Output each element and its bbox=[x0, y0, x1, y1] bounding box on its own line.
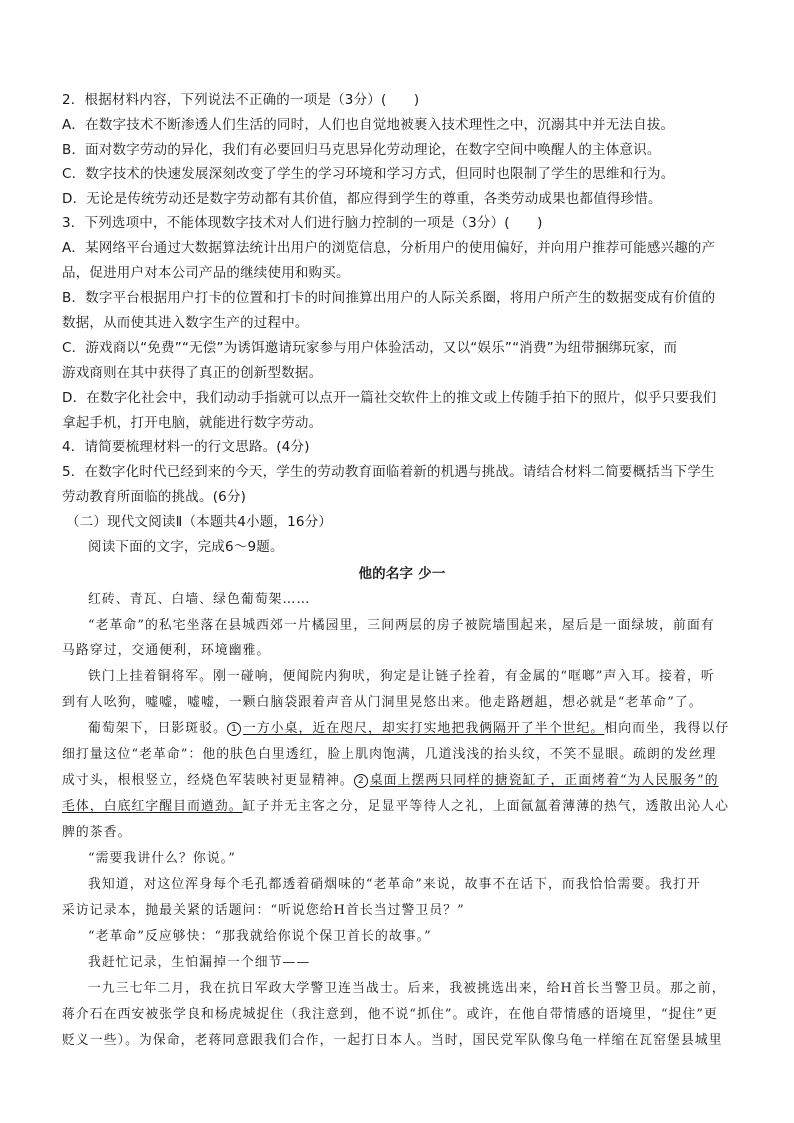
section-instruction: 阅读下面的文字，完成6～9题。 bbox=[88, 539, 284, 555]
underlined-sentence-2-cont: 毛体，白底红字醒目而遒劲。 bbox=[62, 799, 243, 814]
story-paragraph-cont: 细打量这位“老革命”：他的肤色白里透红，脸上肌肉饱满，几道浅浅的抬头纹，不笑不显眼。疏朗的发丝理 bbox=[62, 747, 717, 762]
story-paragraph-cont: 采访记录本，抛最关紧的话题问：“听说您给H首长当过警卫员？” bbox=[62, 903, 465, 918]
question-4: 4．请简要梳理材料一的行文思路。(4分) bbox=[62, 439, 310, 455]
question-2-stem: 2．根据材料内容，下列说法不正确的一项是（3分）( ) bbox=[62, 92, 420, 108]
question-2-option-d: D．无论是传统劳动还是数字劳动都有其价值，都应得到学生的尊重，各类劳动成果也都值得珍惜。 bbox=[62, 191, 662, 207]
story-paragraph: 我知道，对这位浑身每个毛孔都透着硝烟味的“老革命”来说，故事不在话下，而我恰恰需要。我打开 bbox=[88, 877, 701, 892]
story-paragraph: 一九三七年二月，我在抗日军政大学警卫连当战士。后来，我被挑选出来，给H首长当警卫员。那之前， bbox=[88, 981, 726, 996]
story-paragraph: “老革命”反应够快：“那我就给你说个保卫首长的故事。” bbox=[88, 929, 432, 944]
story-text: 葡萄架下，日影斑驳。 bbox=[88, 721, 227, 736]
question-2-option-b: B．面对数字劳动的异化，我们有必要回归马克思异化劳动理论，在数字空间中唤醒人的主体意识。 bbox=[62, 142, 661, 158]
question-3-option-c-cont: 游戏商则在其中获得了真正的创新型数据。 bbox=[62, 365, 323, 381]
story-paragraph-cont: 贬义一些）。为保命，老蒋同意跟我们合作，一起打日本人。当时，国民党军队像乌龟一样缩在瓦窑堡县城里 bbox=[62, 1033, 723, 1048]
story-paragraph: 我赶忙记录，生怕漏掉一个细节—— bbox=[88, 955, 311, 970]
question-2-option-c: C．数字技术的快速发展深刻改变了学生的学习环境和学习方式，但同时也限制了学生的思维和行为。 bbox=[62, 166, 675, 182]
question-3-option-a: A．某网络平台通过大数据算法统计出用户的浏览信息，分析用户的使用偏好，并向用户推荐可能感兴趣的产 bbox=[62, 240, 716, 256]
question-3-option-b-cont: 数据，从而使其进入数字生产的过程中。 bbox=[62, 315, 309, 331]
question-3-option-d: D．在数字化社会中，我们动动手指就可以点开一篇社交软件上的推文或上传随手拍下的照片，似乎只要我们 bbox=[62, 390, 717, 406]
story-text: 成寸头，根根竖立，经烧色军装映衬更显精神。 bbox=[62, 773, 354, 788]
story-paragraph-cont: 到有人吆狗，嘘嘘，嘘嘘，一颗白脑袋跟着声音从门洞里晃悠出来。他走路趔趄，想必就是“老革命”了。 bbox=[62, 695, 703, 710]
story-paragraph-cont: 脾的茶香。 bbox=[62, 825, 132, 840]
story-paragraph: 铁门上挂着铜将军。刚一碰响，便闻院内狗吠，狗定是让链子拴着，有金属的“哐啷”声入耳。接着，听 bbox=[88, 669, 715, 684]
question-5: 5．在数字化时代已经到来的今天，学生的劳动教育面临着新的机遇与挑战。请结合材料二简要概括当下学生 bbox=[62, 464, 715, 480]
question-5-cont: 劳动教育所面临的挑战。(6分) bbox=[62, 489, 247, 505]
question-3-option-d-cont: 拿起手机，打开电脑，就能进行数字劳动。 bbox=[62, 415, 323, 431]
section-heading: （二）现代文阅读Ⅱ（本题共4小题，16分） bbox=[66, 514, 333, 530]
underlined-sentence-2: 桌面上摆两只同样的搪瓷缸子，正面烤着“为人民服务”的 bbox=[369, 773, 719, 788]
story-paragraph-cont: 马路穿过，交通便利，环境幽雅。 bbox=[62, 643, 271, 658]
story-paragraph: “需要我讲什么？你说。” bbox=[88, 851, 236, 866]
story-text: 相向而坐，我得以仔 bbox=[604, 721, 730, 736]
story-paragraph: 红砖、青瓦、白墙、绿色葡萄架…… bbox=[88, 592, 311, 607]
circled-number-2: 2 bbox=[354, 774, 368, 788]
question-2-option-a: A．在数字技术不断渗透人们生活的同时，人们也自觉地被裹入技术理性之中，沉溺其中并无法自拔。 bbox=[62, 117, 675, 133]
question-3-option-c: C．游戏商以“免费”“无偿”为诱饵邀请玩家参与用户体验活动，又以“娱乐”“消费”为纽带捆绑玩家，而 bbox=[62, 340, 678, 356]
circled-number-1: 1 bbox=[227, 722, 241, 736]
story-paragraph-cont bbox=[62, 772, 742, 790]
question-3-option-b: B．数字平台根据用户打卡的位置和打卡的时间推算出用户的人际关系圈，将用户所产生的数据变成有价值的 bbox=[62, 290, 716, 306]
underlined-sentence-1: 一方小桌，近在咫尺，却实打实地把我俩隔开了半个世纪。 bbox=[242, 721, 605, 736]
story-paragraph: “老革命”的私宅坐落在县城西郊一片橘园里，三间两层的房子被院墙围起来，屋后是一面绿坡，前面有 bbox=[88, 618, 715, 633]
question-3-stem: 3．下列选项中，不能体现数字技术对人们进行脑力控制的一项是（3分）( ) bbox=[62, 215, 543, 231]
story-paragraph-cont: 蒋介石在西安被张学良和杨虎城捉住（我注意到，他不说“抓住”。或许，在他自带情感的语境里，“捉住”更 bbox=[62, 1007, 718, 1022]
story-paragraph-cont bbox=[62, 798, 742, 816]
story-paragraph bbox=[88, 720, 742, 738]
question-3-option-a-cont: 品，促进用户对本公司产品的继续使用和购买。 bbox=[62, 265, 350, 281]
story-title: 他的名字 少一 bbox=[358, 566, 446, 582]
story-text: 缸子并无主客之分，足显平等待人之礼，上面氤氲着薄薄的热气，透散出沁人心 bbox=[242, 799, 730, 814]
